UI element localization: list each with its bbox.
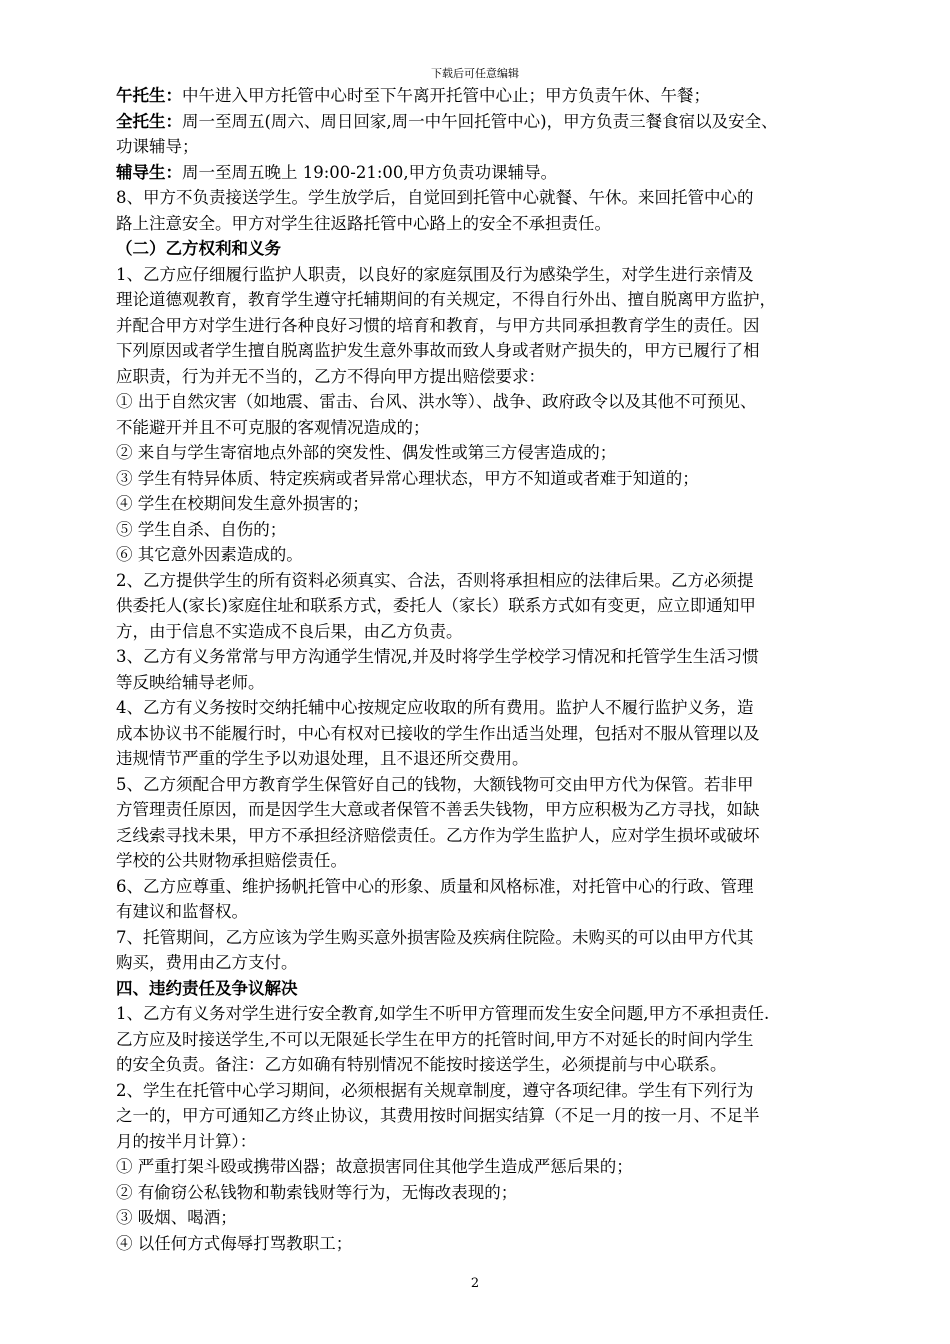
text-line [116,823,872,849]
line-text: 成本协议书不能履行时，中心有权对已接收的学生作出适当处理，包括对不服从管理以及 [116,723,760,743]
text-line [116,721,872,747]
text-line [116,160,872,186]
text-line [116,134,872,160]
line-text: 购买，费用由乙方支付。 [116,953,298,972]
text-line [116,338,872,364]
line-text: 有建议和监督权。 [116,902,248,921]
text-line [116,1154,872,1180]
text-line [116,797,872,823]
text-line [116,950,872,976]
text-line [116,287,872,313]
line-text: 6、乙方应尊重、维护扬帆托管中心的形象、质量和风格标准，对托管中心的行政、管理 [116,876,754,896]
text-line [116,1078,872,1104]
line-text: 4、乙方有义务按时交纳托辅中心按规定应收取的所有费用。监护人不履行监护义务，造 [116,698,754,717]
document-body [116,83,872,1256]
line-text: 乏线索寻找未果，甲方不承担经济赔偿责任。乙方作为学生监护人，应对学生损坏或破坏 [116,825,760,845]
text-line [116,1129,872,1155]
line-text: ② 来自与学生寄宿地点外部的突发性、偶发性或第三方侵害造成的； [116,443,617,462]
term-label: 全托生： [116,111,182,131]
line-text: ① 严重打架斗殴或携带凶器；故意损害同住其他学生造成严惩后果的； [116,1157,633,1176]
text-line [116,415,872,441]
text-line [116,211,872,237]
text-line [116,389,872,415]
line-text: 2、学生在托管中心学习期间，必须根据有关规章制度，遵守各项纪律。学生有下列行为 [116,1080,754,1100]
line-text: 方，由于信息不实造成不良后果，由乙方负责。 [116,621,463,641]
text-line [116,313,872,339]
text-line [116,695,872,721]
text-line [116,644,872,670]
line-text: 理论道德观教育，教育学生遵守托辅期间的有关规定，不得自行外出、擅自脱离甲方监护， [116,290,776,309]
page-number: 2 [470,1276,480,1291]
term-label: 午托生： [116,86,182,105]
line-text: 并配合甲方对学生进行各种良好习惯的培育和教育，与甲方共同承担教育学生的责任。因 [116,315,760,335]
line-text: 8、甲方不负责接送学生。学生放学后，自觉回到托管中心就餐、午休。来回托管中心的 [116,188,754,207]
line-text: 等反映给辅导老师。 [116,672,265,692]
text-line [116,1180,872,1206]
text-line [116,1027,872,1053]
text-line [116,109,872,135]
section-heading: （二）乙方权利和义务 [116,239,281,258]
section-heading: 四、违约责任及争议解决 [116,978,298,998]
line-text: 7、托管期间，乙方应该为学生购买意外损害险及疾病住院险。未购买的可以由甲方代其 [116,927,754,947]
text-line [116,262,872,288]
text-line [116,1231,872,1257]
text-line [116,364,872,390]
line-text: 供委托人(家长)家庭住址和联系方式，委托人（家长）联系方式如有变更，应立即通知甲 [116,596,756,615]
text-line [116,619,872,645]
text-line [116,568,872,594]
line-text: ⑤ 学生自杀、自伤的； [116,519,287,539]
line-text: 1、乙方有义务对学生进行安全教育,如学生不听甲方管理而发生安全问题,甲方不承担责任. [116,1004,770,1023]
text-line [116,185,872,211]
line-text: 乙方应及时接送学生,不可以无限延长学生在甲方的托管时间,甲方不对延长的时间内学生 [116,1029,754,1049]
text-line [116,1205,872,1231]
text-line [116,440,872,466]
line-text: 不能避开并且不可克服的客观情况造成的； [116,417,430,437]
text-line [116,848,872,874]
text-line [116,874,872,900]
line-text: 功课辅导； [116,137,199,156]
line-text: 周一至周五(周六、周日回家,周一中午回托管中心)，甲方负责三餐食宿以及安全、 [182,111,778,131]
line-text: 中午进入甲方托管中心时至下午离开托管中心止；甲方负责午休、午餐； [182,86,710,105]
text-line [116,899,872,925]
line-text: ④ 以任何方式侮辱打骂教职工； [116,1233,353,1253]
text-line [116,925,872,951]
text-line [116,772,872,798]
page-header: 下载后可任意编辑 [431,67,519,80]
line-text: ③ 学生有特异体质、特定疾病或者异常心理状态，甲方不知道或者难于知道的； [116,468,699,488]
line-text: 1、乙方应仔细履行监护人职责，以良好的家庭氛围及行为感染学生，对学生进行亲情及 [116,264,754,284]
line-text: 路上注意安全。甲方对学生往返路托管中心路上的安全不承担责任。 [116,213,611,233]
line-text: ④ 学生在校期间发生意外损害的； [116,494,369,513]
line-text: 月的按半月计算）： [116,1131,257,1151]
line-text: ① 出于自然灾害（如地震、雷击、台风、洪水等）、战争、政府政令以及其他不可预见、 [116,392,757,411]
line-text: 5、乙方须配合甲方教育学生保管好自己的钱物，大额钱物可交由甲方代为保管。若非甲 [116,774,754,794]
text-line [116,1052,872,1078]
line-text: 之一的，甲方可通知乙方终止协议，其费用按时间据实结算（不足一月的按一月、不足半 [116,1106,760,1125]
line-text: 违规情节严重的学生予以劝退处理，且不退还所交费用。 [116,749,529,768]
text-line [116,83,872,109]
text-line [116,542,872,568]
line-text: 的安全负责。备注：乙方如确有特别情况不能按时接送学生，必须提前与中心联系。 [116,1055,727,1074]
text-line [116,746,872,772]
line-text: 方管理责任原因，而是因学生大意或者保管不善丢失钱物，甲方应积极为乙方寻找，如缺 [116,800,760,819]
term-label: 辅导生： [116,162,182,182]
text-line [116,517,872,543]
text-line [116,466,872,492]
line-text: 应职责，行为并无不当的，乙方不得向甲方提出赔偿要求： [116,366,545,386]
text-line [116,593,872,619]
line-text: 学校的公共财物承担赔偿责任。 [116,851,347,870]
line-text: 3、乙方有义务常常与甲方沟通学生情况,并及时将学生学校学习情况和托管学生生活习惯 [116,647,759,666]
line-text: ② 有偷窃公私钱物和勒索钱财等行为，无悔改表现的； [116,1182,518,1202]
text-line [116,491,872,517]
line-text: 下列原因或者学生擅自脱离监护发生意外事故而致人身或者财产损失的，甲方已履行了相 [116,341,760,360]
line-text: ③ 吸烟、喝酒； [116,1208,237,1227]
line-text: 周一至周五晚上 19:00-21:00,甲方负责功课辅导。 [182,162,558,182]
line-text: ⑥ 其它意外因素造成的。 [116,545,303,564]
line-text: 2、乙方提供学生的所有资料必须真实、合法，否则将承担相应的法律后果。乙方必须提 [116,570,754,590]
text-line [116,1001,872,1027]
text-line [116,670,872,696]
text-line [116,1103,872,1129]
